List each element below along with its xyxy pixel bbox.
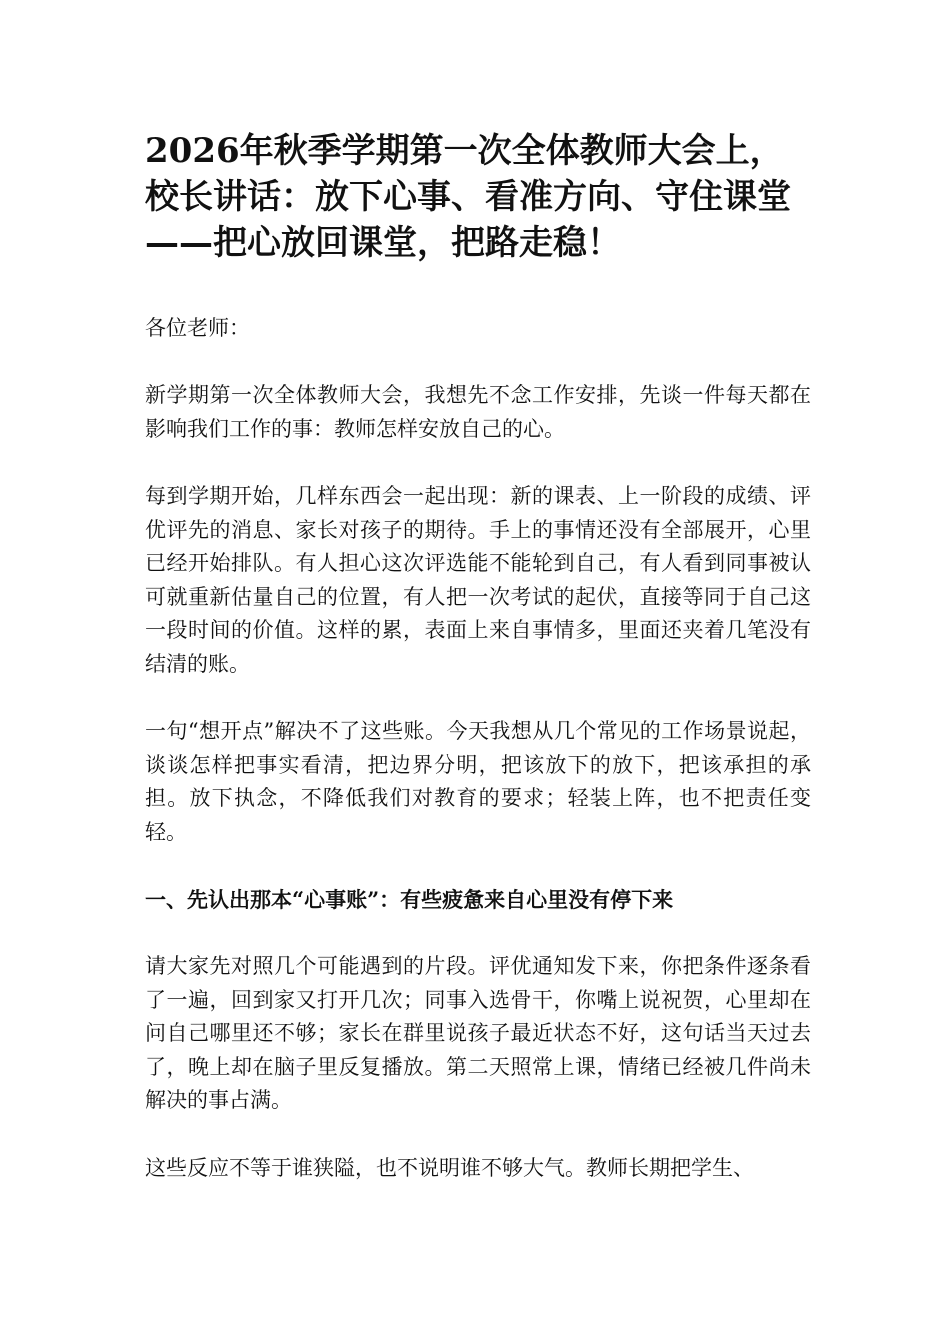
paragraph-semester-start: 每到学期开始，几样东西会一起出现：新的课表、上一阶段的成绩、评优评先的消息、家长对孩子的期待。手上的事情还没有全部展开，心里已经开始排队。有人担心这次评选能不能轮到自己，有人看到同事被认可就重新估量自己的位置，有人把一次考试的起伏，直接等同于自己这一段时间的价值。这样的累，表面上来自事情多，里面还夹着几笔没有结清的账。 (145, 484, 811, 676)
paragraph-scenarios: 请大家先对照几个可能遇到的片段。评优通知发下来，你把条件逐条看了一遍，回到家又打开几次；同事入选骨干，你嘴上说祝贺，心里却在问自己哪里还不够；家长在群里说孩子最近状态不好，这句话当天过去了，晚上却在脑子里反复播放。第二天照常上课，情绪已经被几件尚未解决的事占满。 (145, 954, 811, 1112)
document-page (145, 128, 811, 1185)
paragraph-purpose: 一句“想开点”解决不了这些账。今天我想从几个常见的工作场景说起，谈谈怎样把事实看清，把边界分明，把该放下的放下，把该承担的承担。放下执念，不降低我们对教育的要求；轻装上阵，也不把责任变轻。 (145, 719, 811, 844)
paragraph-reactions: 这些反应不等于谁狭隘，也不说明谁不够大气。教师长期把学生、 (145, 1155, 754, 1180)
paragraph-intro: 新学期第一次全体教师大会，我想先不念工作安排，先谈一件每天都在影响我们工作的事：教师怎样安放自己的心。 (145, 383, 811, 441)
document-title: 2026年秋季学期第一次全体教师大会上，校长讲话：放下心事、看准方向、守住课堂——把心放回课堂，把路走稳！ (145, 131, 791, 263)
section-heading: 一、先认出那本“心事账”：有些疲惫来自心里没有停下来 (145, 887, 674, 912)
salutation: 各位老师： (145, 316, 250, 340)
